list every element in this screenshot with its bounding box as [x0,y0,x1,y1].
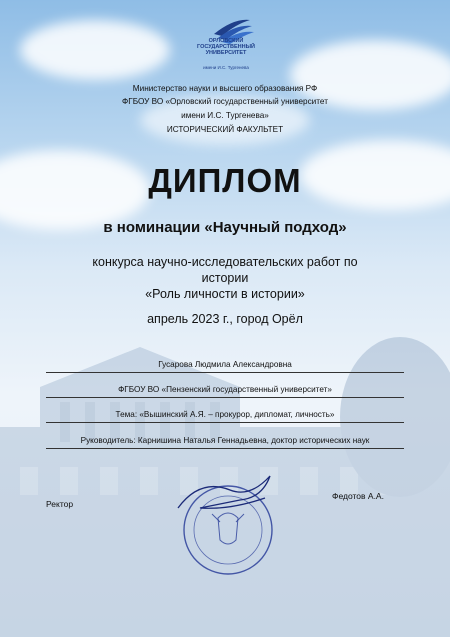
rector-label: Ректор [46,499,74,509]
supervisor-line: Руководитель: Карнишина Наталья Геннадьевна, доктор исторических наук [46,436,404,449]
faculty-line: ИСТОРИЧЕСКИЙ ФАКУЛЬТЕТ [166,125,284,134]
ministry-line: Министерство науки и высшего образования РФ [132,84,318,93]
contest-line: истории [201,271,249,285]
work-topic: Тема: «Вышинский А.Я. – прокурор, дипломат, личность» [46,410,404,423]
date-place-line: апрель 2023 г., город Орёл [147,312,303,326]
university-line: ФГБОУ ВО «Орловский государственный университет [122,97,328,106]
rector-name: Федотов А.А. [332,491,384,501]
contest-line: конкурса научно-исследовательских работ по [92,255,358,269]
university-named-line: имени И.С. Тургенева» [181,111,269,120]
nomination-line: в номинации «Научный подход» [103,219,347,236]
official-stamp-icon [170,468,290,588]
contest-title: «Роль личности в истории» [145,287,305,301]
diploma-title: ДИПЛОМ [148,162,302,199]
cloud-decoration [20,20,170,80]
logo-subtitle: имени И.С. Тургенева [203,65,249,70]
recipient-organization: ФГБОУ ВО «Пензенский государственный университет» [46,385,404,398]
logo-wordmark: ОРЛОВСКИЙ ГОСУДАРСТВЕННЫЙ УНИВЕРСИТЕТ [197,38,255,57]
recipient-name: Гусарова Людмила Александровна [46,360,404,373]
